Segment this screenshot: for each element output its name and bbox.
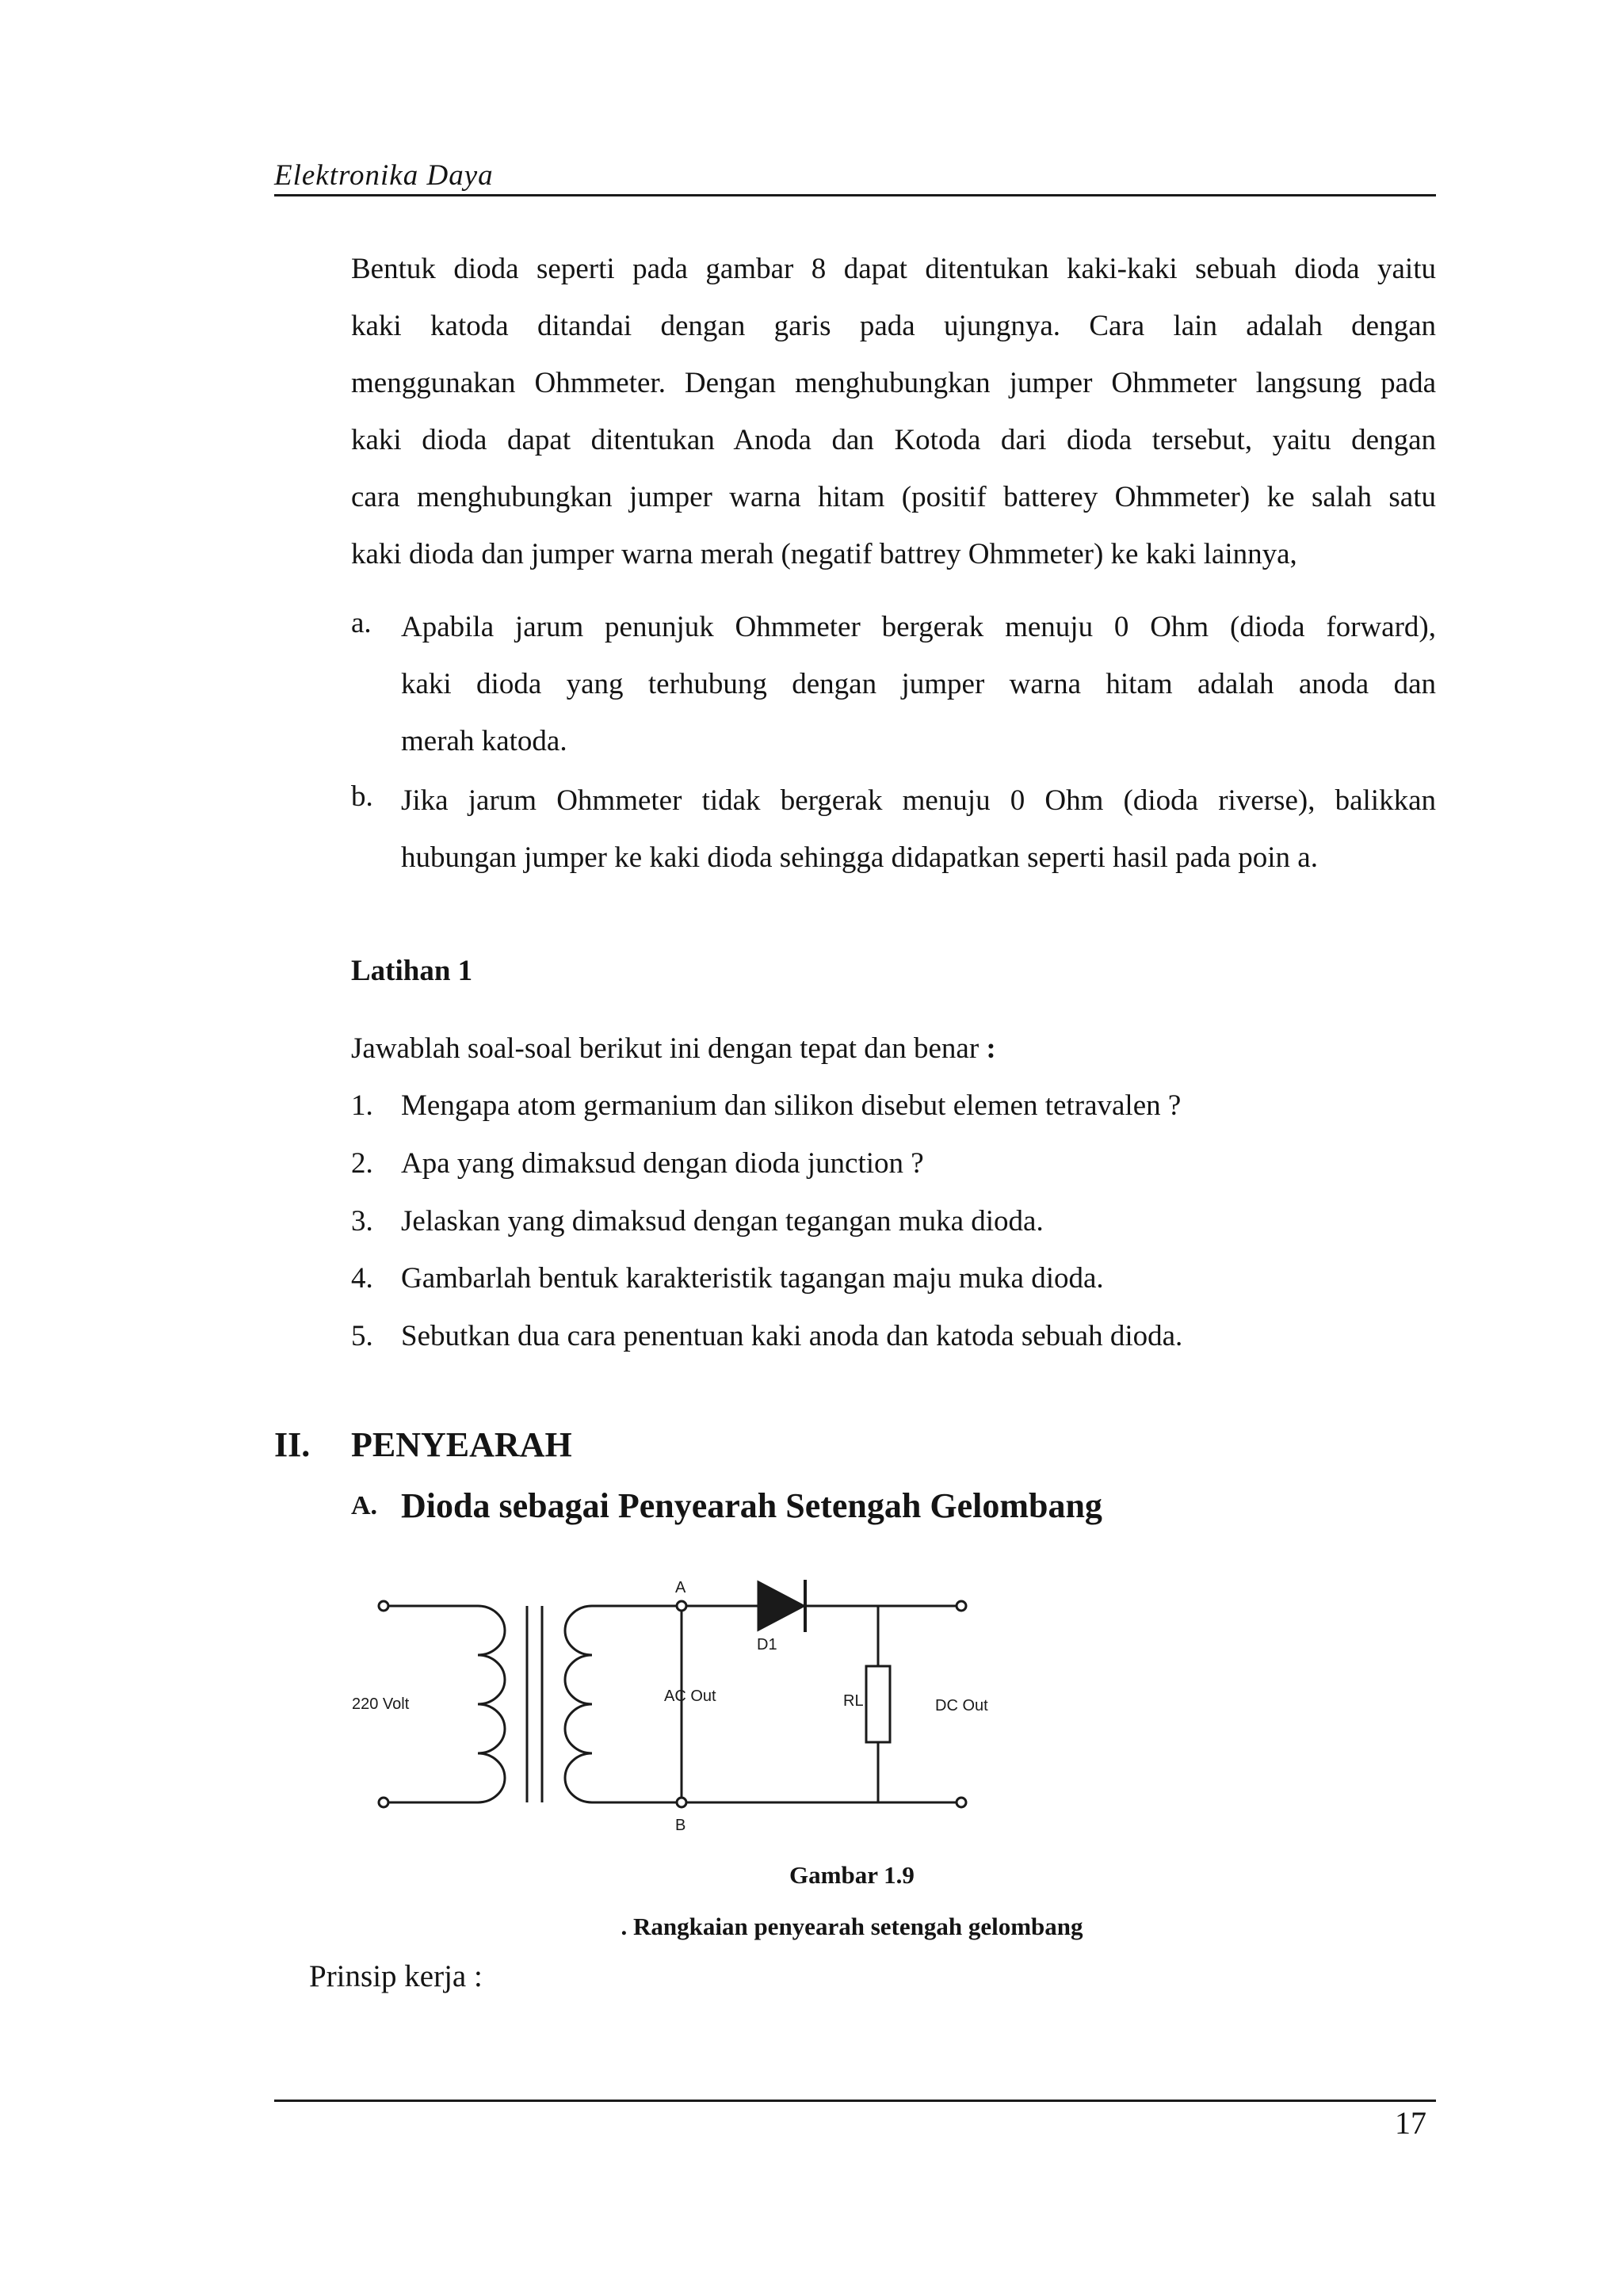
load-resistor: [866, 1666, 890, 1742]
question-number: 2.: [351, 1147, 373, 1180]
output-terminal-bottom: [957, 1798, 966, 1807]
exercise-title: Latihan 1: [351, 955, 473, 987]
node-b-label: B: [675, 1817, 686, 1834]
output-terminal-top: [957, 1601, 966, 1611]
list-item-line: Jika jarum Ohmmeter tidak bergerak menuju 0 Ohm (dioda riverse), balikkan: [401, 784, 1436, 817]
intro-line: kaki dioda dan jumper warna merah (negatif battrey Ohmmeter) ke kaki lainnya,: [351, 538, 1297, 570]
list-item-line: Apabila jarum penunjuk Ohmmeter bergerak menuju 0 Ohm (dioda forward),: [401, 611, 1436, 643]
diode-anode-triangle: [758, 1582, 804, 1630]
resistor-label: RL: [843, 1692, 864, 1710]
exercise-instruction-colon: :: [986, 1032, 996, 1065]
list-item-line: kaki dioda yang terhubung dengan jumper warna hitam adalah anoda dan: [401, 668, 1436, 700]
list-marker-b: b.: [351, 780, 373, 813]
ac-out-label: AC Out: [664, 1688, 716, 1705]
intro-line: menggunakan Ohmmeter. Dengan menghubungkan jumper Ohmmeter langsung pada: [351, 367, 1436, 399]
primary-coil: [478, 1606, 505, 1802]
exercise-instruction-text: Jawablah soal-soal berikut ini dengan tepat dan benar: [351, 1032, 980, 1065]
running-header: Elektronika Daya: [274, 159, 494, 192]
figure-caption: . Rangkaian penyearah setengah gelombang: [621, 1913, 1083, 1940]
question-text: Gambarlah bentuk karakteristik tagangan maju muka dioda.: [401, 1262, 1104, 1295]
subsection-letter: A.: [351, 1491, 378, 1520]
intro-line: cara menghubungkan jumper warna hitam (positif batterey Ohmmeter) ke salah satu: [351, 481, 1436, 513]
question-text: Jelaskan yang dimaksud dengan tegangan muka dioda.: [401, 1205, 1044, 1238]
question-number: 4.: [351, 1262, 373, 1295]
intro-line: kaki katoda ditandai dengan garis pada ujungnya. Cara lain adalah dengan: [351, 310, 1436, 342]
subsection-title: Dioda sebagai Penyearah Setengah Gelombang: [401, 1486, 1102, 1525]
section-title: PENYEARAH: [351, 1425, 572, 1464]
question-number: 3.: [351, 1205, 373, 1238]
input-voltage-label: 220 Volt: [352, 1695, 410, 1713]
figure-number: Gambar 1.9: [789, 1861, 915, 1889]
diode-label: D1: [757, 1636, 777, 1653]
intro-line: Bentuk dioda seperti pada gambar 8 dapat ditentukan kaki-kaki sebuah dioda yaitu: [351, 253, 1436, 285]
node-a-terminal: [677, 1601, 686, 1611]
question-text: Apa yang dimaksud dengan dioda junction ?: [401, 1147, 924, 1180]
intro-line: kaki dioda dapat ditentukan Anoda dan Kotoda dari dioda tersebut, yaitu dengan: [351, 424, 1436, 456]
question-text: Sebutkan dua cara penentuan kaki anoda dan katoda sebuah dioda.: [401, 1320, 1183, 1352]
question-number: 5.: [351, 1320, 373, 1352]
node-b-terminal: [677, 1798, 686, 1807]
page-number: 17: [1395, 2105, 1426, 2141]
list-item-line: hubungan jumper ke kaki dioda sehingga didapatkan seperti hasil pada poin a.: [401, 841, 1318, 874]
list-marker-a: a.: [351, 607, 372, 639]
secondary-coil: [565, 1606, 592, 1802]
footer-rule: [274, 2100, 1436, 2102]
prinsip-kerja-label: Prinsip kerja :: [309, 1959, 483, 1993]
input-terminal-top: [379, 1601, 388, 1611]
dc-out-label: DC Out: [935, 1697, 988, 1714]
list-item-line: merah katoda.: [401, 725, 567, 757]
node-a-label: A: [675, 1579, 686, 1596]
section-number: II.: [274, 1425, 311, 1464]
question-text: Mengapa atom germanium dan silikon disebut elemen tetravalen ?: [401, 1089, 1182, 1122]
question-number: 1.: [351, 1089, 373, 1122]
input-terminal-bottom: [379, 1798, 388, 1807]
